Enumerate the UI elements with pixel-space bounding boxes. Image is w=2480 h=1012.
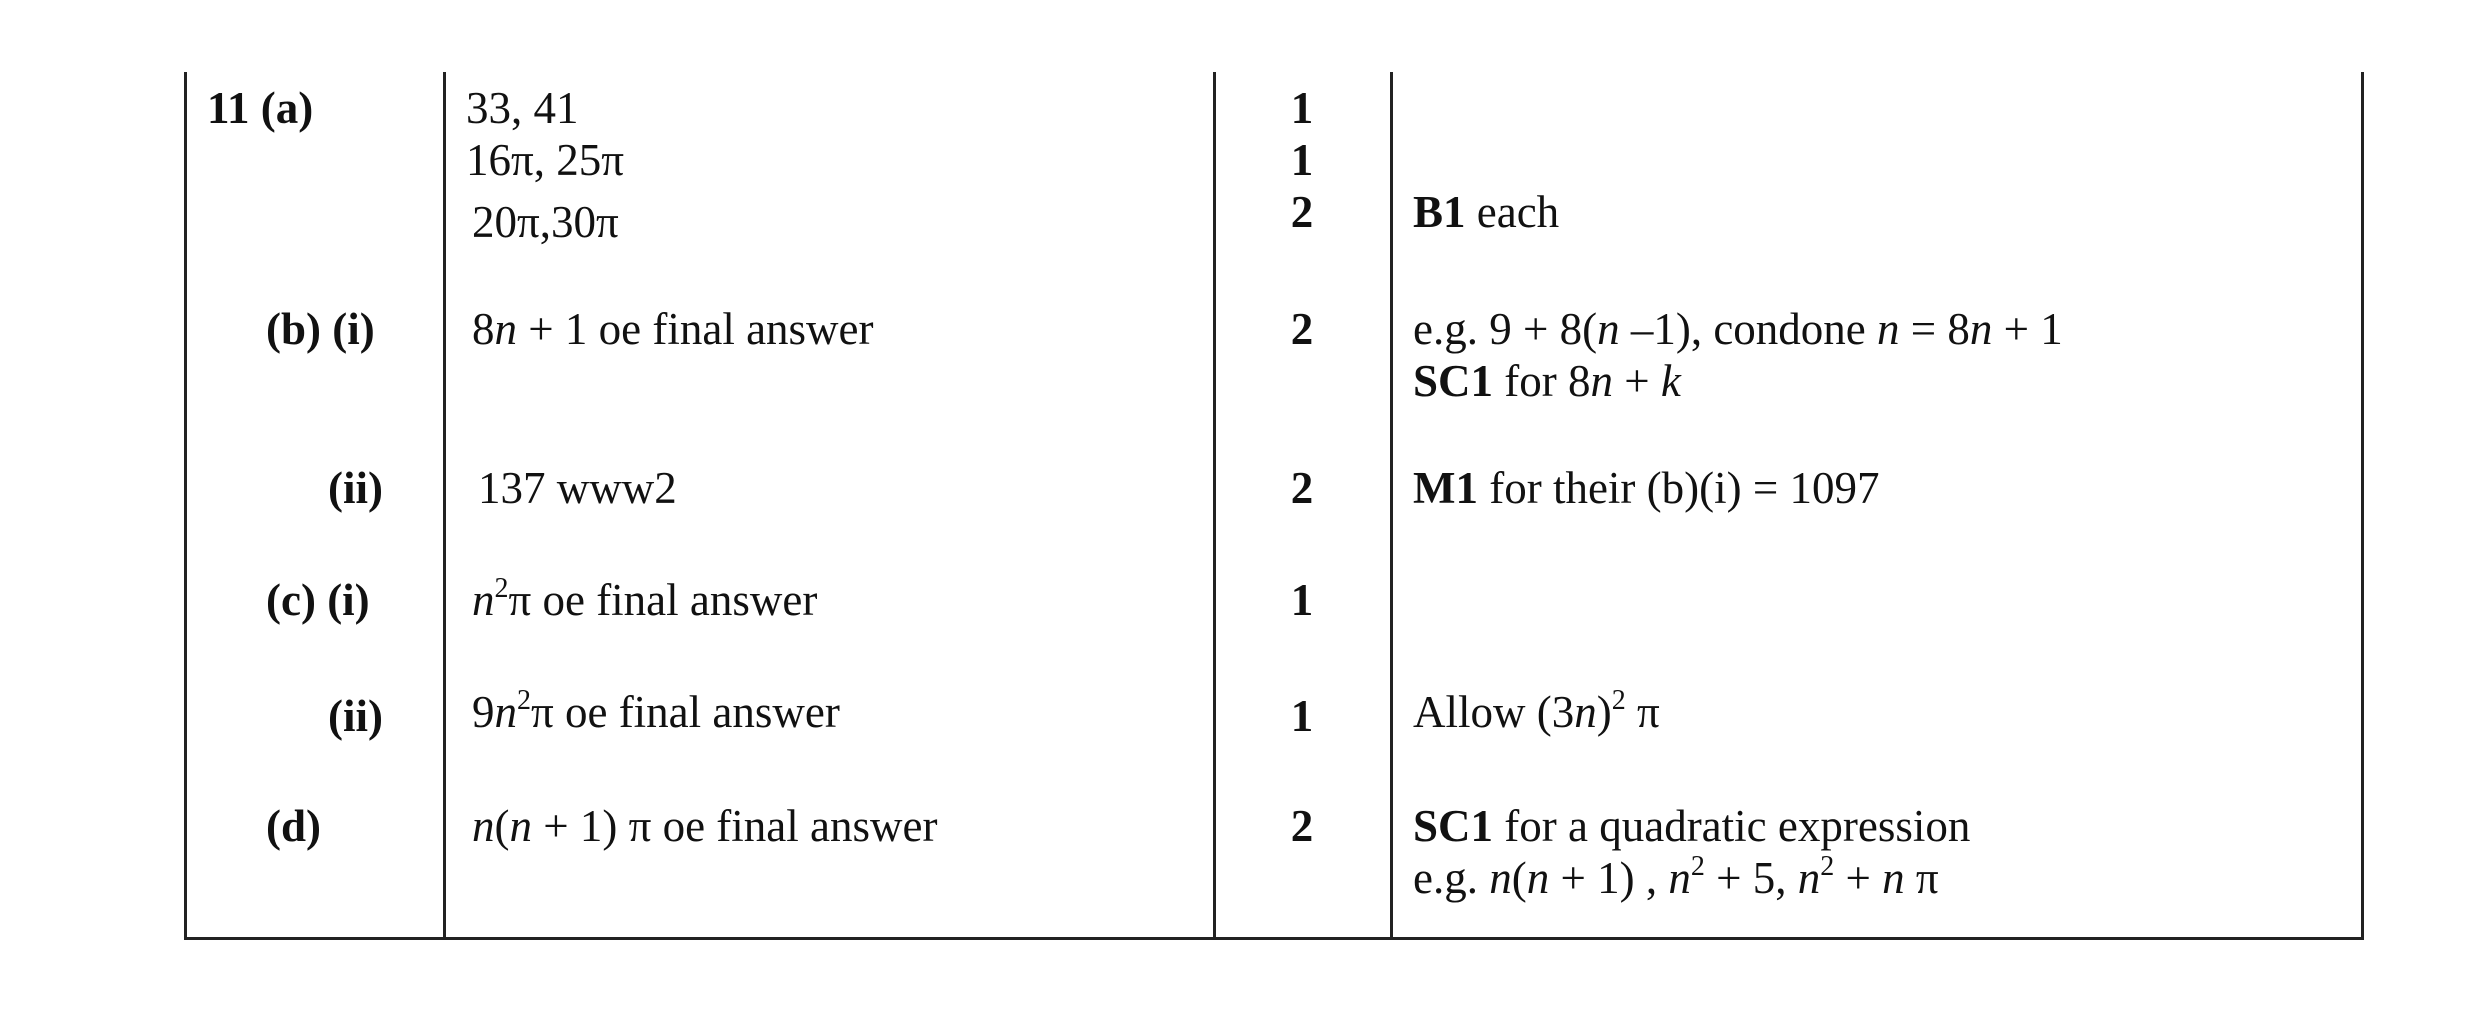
question-label-b-i: (b) (i)	[266, 304, 375, 354]
g-bi-t1: e.g. 9 + 8(	[1413, 304, 1598, 354]
g-d2-t5: +	[1834, 853, 1883, 903]
a-ci-post: π oe final answer	[508, 575, 818, 625]
g-bi2-t1: for 8	[1493, 356, 1591, 406]
g-bi-t3: = 8	[1899, 304, 1970, 354]
g-bi-v1: n	[1597, 304, 1620, 354]
a-d-v1: n	[472, 801, 495, 851]
a-cii-var: n	[494, 687, 517, 737]
g-d2-t3: + 1) ,	[1549, 853, 1669, 903]
mark-c-i: 1	[1290, 575, 1314, 625]
answer-b-i-post: + 1 oe final answer	[517, 304, 874, 354]
guidance-b-i-line2	[1413, 355, 1681, 407]
column-divider-3	[1390, 72, 1393, 940]
answer-b-i-pre: 8	[472, 304, 495, 354]
answer-d	[472, 800, 937, 852]
g-cii-t2: )	[1596, 687, 1612, 737]
answer-b-ii: 137 www2	[478, 463, 677, 513]
question-label-b-ii: (ii)	[328, 463, 383, 513]
guidance-b-ii	[1413, 462, 1880, 514]
answer-11a-line3: 20π,30π	[472, 197, 619, 247]
g-d2-t1: e.g.	[1413, 853, 1490, 903]
a-ci-var: n	[472, 575, 495, 625]
guidance-b-i-line1	[1413, 303, 2063, 355]
guidance-11a-text: each	[1465, 187, 1560, 237]
question-label-d: (d)	[266, 801, 321, 851]
guidance-11a-bold: B1	[1413, 187, 1466, 237]
g-d1-bold: SC1	[1413, 801, 1494, 851]
a-d-t1: (	[494, 801, 510, 851]
column-divider-2	[1213, 72, 1216, 940]
mark-b-ii: 2	[1290, 463, 1314, 513]
a-cii-post: π oe final answer	[531, 687, 840, 737]
a-cii-pre: 9	[472, 687, 495, 737]
mark-d: 2	[1290, 801, 1314, 851]
g-d2-sup2: 2	[1820, 851, 1835, 882]
g-bii-text: for their (b)(i) = 1097	[1477, 463, 1880, 513]
g-cii-v1: n	[1574, 687, 1597, 737]
question-label-11a: 11 (a)	[207, 83, 314, 133]
answer-b-i-var: n	[494, 304, 517, 354]
g-d2-t6: π	[1904, 853, 1939, 903]
mark-11a-line2: 1	[1290, 135, 1314, 185]
g-bi-v2: n	[1877, 304, 1900, 354]
a-d-v2: n	[509, 801, 532, 851]
g-d2-t4: + 5,	[1704, 853, 1798, 903]
question-label-c-i: (c) (i)	[266, 575, 370, 625]
mark-11a-line1: 1	[1290, 83, 1314, 133]
g-d2-sup1: 2	[1690, 851, 1705, 882]
answer-11a-line1: 33, 41	[466, 83, 579, 133]
g-d2-v3: n	[1668, 853, 1691, 903]
g-d2-v2: n	[1526, 853, 1550, 903]
answer-11a-line2: 16π, 25π	[466, 135, 624, 185]
g-cii-t3: π	[1625, 687, 1660, 737]
guidance-d-line2	[1413, 852, 1939, 904]
g-cii-sup: 2	[1611, 685, 1626, 716]
table-border-right	[2361, 72, 2364, 940]
g-bi2-bold: SC1	[1413, 356, 1494, 406]
question-label-c-ii: (ii)	[328, 691, 383, 741]
g-d2-t2: (	[1511, 853, 1527, 903]
g-bii-bold: M1	[1413, 463, 1478, 513]
answer-c-ii	[472, 686, 840, 738]
mark-11a-line3: 2	[1290, 187, 1314, 237]
table-border-bottom	[184, 937, 2364, 940]
answer-c-i	[472, 574, 817, 626]
g-bi2-v2: k	[1660, 356, 1681, 406]
mark-b-i: 2	[1290, 304, 1314, 354]
g-bi-t4: + 1	[1992, 304, 2063, 354]
guidance-c-ii	[1413, 686, 1660, 738]
a-d-t2: + 1) π oe final answer	[532, 801, 938, 851]
table-border-left	[184, 72, 187, 940]
guidance-d-line1	[1413, 800, 1970, 852]
g-bi2-t2: +	[1613, 356, 1661, 406]
g-cii-t1: Allow (3	[1413, 687, 1575, 737]
g-bi2-v1: n	[1590, 356, 1614, 406]
a-cii-sup: 2	[517, 685, 531, 716]
guidance-11a	[1413, 186, 1559, 238]
g-d2-v1: n	[1489, 853, 1512, 903]
g-d2-v4: n	[1797, 853, 1821, 903]
g-bi-t2: –1), condone	[1619, 304, 1878, 354]
column-divider-1	[443, 72, 446, 940]
g-bi-v3: n	[1969, 304, 1993, 354]
mark-c-ii: 1	[1290, 691, 1314, 741]
answer-b-i	[472, 303, 874, 355]
g-d1-text: for a quadratic expression	[1493, 801, 1971, 851]
a-ci-sup: 2	[494, 573, 509, 604]
g-d2-v5: n	[1882, 853, 1905, 903]
